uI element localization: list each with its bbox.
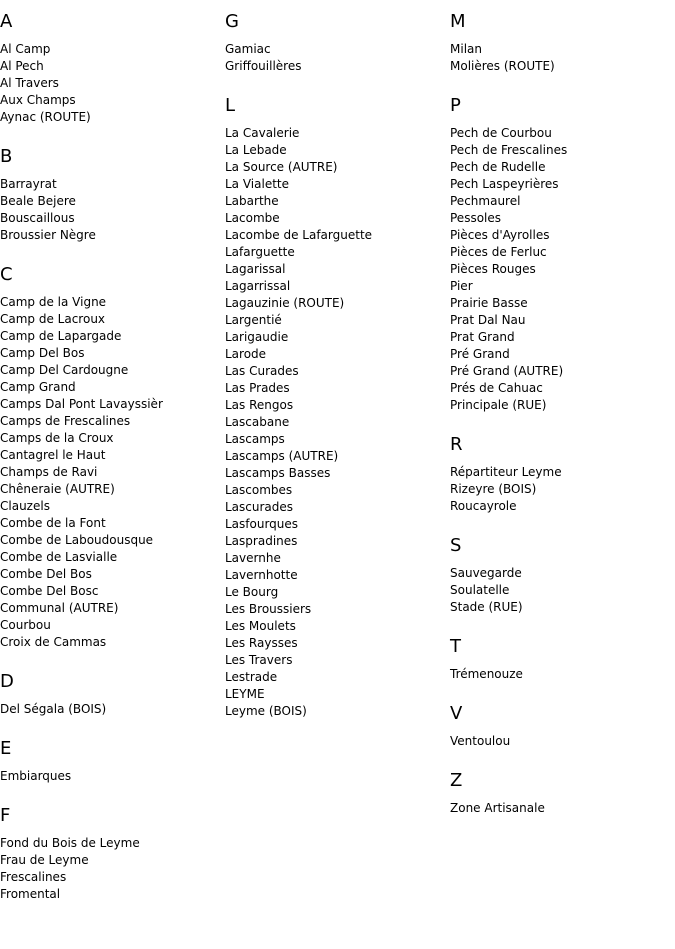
street-list [450,125,672,414]
street-list [0,41,222,126]
street-link[interactable]: Prairie Basse [450,296,528,310]
street-link[interactable]: Camp Del Cardougne [0,363,129,377]
street-list [450,41,672,75]
street-link[interactable]: Zone Artisanale [450,801,545,815]
street-link[interactable]: Frescalines [0,870,67,884]
street-link[interactable]: Barrayrat [0,177,57,191]
street-link[interactable]: Labarthe [225,194,279,208]
section-letter-heading: G [225,11,239,32]
street-link[interactable]: Laspradines [225,534,298,548]
street-link[interactable]: Aynac (ROUTE) [0,110,91,124]
letter-section [0,146,222,244]
letter-section [0,264,222,651]
street-link[interactable]: Lascamps (AUTRE) [225,449,339,463]
street-link[interactable]: Le Bourg [225,585,279,599]
section-letter-heading: S [450,535,462,556]
street-link[interactable]: Lascamps Basses [225,466,331,480]
street-link[interactable]: Larigaudie [225,330,289,344]
street-link[interactable]: Prés de Cahuac [450,381,543,395]
street-link[interactable]: Combe de Laboudousque [0,533,154,547]
street-link[interactable]: Gamiac [225,42,271,56]
street-link[interactable]: Milan [450,42,482,56]
street-link[interactable]: Combe Del Bosc [0,584,99,598]
street-link[interactable]: Pech Laspeyrières [450,177,559,191]
index-column-3 [450,11,672,837]
street-list [450,666,672,683]
street-link[interactable]: Camps de la Croux [0,431,114,445]
street-link[interactable]: Lagarrissal [225,279,291,293]
street-link[interactable]: Al Camp [0,42,51,56]
street-link[interactable]: Trémenouze [450,667,523,681]
street-link[interactable]: Camp Grand [0,380,76,394]
street-list [225,125,447,720]
street-link[interactable]: Pier [450,279,473,293]
street-link[interactable]: Molières (ROUTE) [450,59,555,73]
street-link[interactable]: Répartiteur Leyme [450,465,562,479]
street-link[interactable]: Al Pech [0,59,44,73]
street-list [450,733,672,750]
street-link[interactable]: Lascombes [225,483,293,497]
index-column-1 [0,11,222,923]
street-link[interactable]: Prat Dal Nau [450,313,526,327]
street-link[interactable]: Lavernhe [225,551,281,565]
street-link[interactable]: Les Moulets [225,619,296,633]
street-list [450,464,672,515]
street-list [0,701,222,718]
letter-section [450,703,672,750]
street-link[interactable]: Combe Del Bos [0,567,92,581]
section-letter-heading: R [450,434,463,455]
street-link[interactable]: Croix de Cammas [0,635,107,649]
street-link[interactable]: Pièces d'Ayrolles [450,228,550,242]
section-letter-heading: Z [450,770,463,791]
street-link[interactable]: Champs de Ravi [0,465,98,479]
street-link[interactable]: Pré Grand [450,347,510,361]
section-letter-heading: P [450,95,461,116]
street-link[interactable]: Camp Del Bos [0,346,85,360]
section-letter-heading: C [0,264,13,285]
street-link[interactable]: La Lebade [225,143,287,157]
street-link[interactable]: Lagarissal [225,262,286,276]
street-link[interactable]: Camps de Frescalines [0,414,131,428]
letter-section [450,434,672,515]
street-link[interactable]: Ventoulou [450,734,511,748]
street-link[interactable]: Bouscaillous [0,211,75,225]
street-link[interactable]: Lavernhotte [225,568,298,582]
street-link[interactable]: Courbou [0,618,51,632]
street-link[interactable]: Lasfourques [225,517,299,531]
section-letter-heading: M [450,11,466,32]
street-link[interactable]: Beale Bejere [0,194,76,208]
street-link[interactable]: Pech de Courbou [450,126,552,140]
section-letter-heading: L [225,95,236,116]
street-list [450,565,672,616]
street-list [0,768,222,785]
street-link[interactable]: Chêneraie (AUTRE) [0,482,115,496]
street-link[interactable]: Pièces de Ferluc [450,245,547,259]
street-link[interactable]: Lascurades [225,500,294,514]
letter-section [225,95,447,720]
street-link[interactable]: Clauzels [0,499,50,513]
letter-section [450,636,672,683]
section-letter-heading: B [0,146,13,167]
street-list [225,41,447,75]
street-link[interactable]: Las Curades [225,364,299,378]
street-link[interactable]: Camp de Lacroux [0,312,106,326]
street-link[interactable]: Pechmaurel [450,194,521,208]
street-link[interactable]: Pech de Rudelle [450,160,546,174]
street-link[interactable]: Fromental [0,887,61,901]
letter-section [0,805,222,903]
street-link[interactable]: Combe de la Font [0,516,106,530]
letter-section [0,11,222,126]
street-link[interactable]: Les Broussiers [225,602,312,616]
letter-section [450,11,672,75]
street-link[interactable]: Lascamps [225,432,285,446]
letter-section [225,11,447,75]
section-letter-heading: D [0,671,14,692]
street-link[interactable]: Pièces Rouges [450,262,536,276]
street-link[interactable]: Aux Champs [0,93,76,107]
street-link[interactable]: Lafarguette [225,245,295,259]
street-link[interactable]: Sauvegarde [450,566,522,580]
letter-section [450,535,672,616]
street-link[interactable]: Las Rengos [225,398,294,412]
street-link[interactable]: Larode [225,347,267,361]
street-list [0,835,222,903]
street-list [0,176,222,244]
letter-section [450,95,672,414]
street-link[interactable]: La Source (AUTRE) [225,160,338,174]
street-link[interactable]: Del Ségala (BOIS) [0,702,107,716]
street-link[interactable]: Al Travers [0,76,59,90]
index-column-2 [225,11,447,740]
section-letter-heading: F [0,805,11,826]
section-letter-heading: V [450,703,463,724]
letter-section [0,671,222,718]
street-link[interactable]: Camps Dal Pont Lavayssièr [0,397,163,411]
street-list [0,294,222,651]
street-link[interactable]: Lagauzinie (ROUTE) [225,296,345,310]
street-link[interactable]: Lascabane [225,415,290,429]
street-link[interactable]: Largentié [225,313,282,327]
street-link[interactable]: Pré Grand (AUTRE) [450,364,564,378]
street-link[interactable]: Embiarques [0,769,72,783]
street-link[interactable]: Pech de Frescalines [450,143,568,157]
street-link[interactable]: Roucayrole [450,499,517,513]
street-link[interactable]: Broussier Nègre [0,228,96,242]
street-link[interactable]: Prat Grand [450,330,515,344]
street-link[interactable]: Frau de Leyme [0,853,89,867]
street-list [450,800,672,817]
street-link[interactable]: Soulatelle [450,583,510,597]
street-link[interactable]: Camp de Lapargade [0,329,122,343]
section-letter-heading: T [450,636,461,657]
street-link[interactable]: Camp de la Vigne [0,295,107,309]
street-link[interactable]: Cantagrel le Haut [0,448,106,462]
letter-section [0,738,222,785]
street-link[interactable]: LEYME [225,687,265,701]
section-letter-heading: E [0,738,12,759]
street-link[interactable]: Principale (RUE) [450,398,547,412]
street-link[interactable]: Stade (RUE) [450,600,523,614]
street-link[interactable]: Lacombe [225,211,280,225]
street-link[interactable]: La Cavalerie [225,126,300,140]
street-link[interactable]: Fond du Bois de Leyme [0,836,140,850]
street-link[interactable]: Griffouillères [225,59,302,73]
street-link[interactable]: Combe de Lasvialle [0,550,118,564]
street-link[interactable]: Las Prades [225,381,290,395]
section-letter-heading: A [0,11,13,32]
street-link[interactable]: Communal (AUTRE) [0,601,119,615]
street-link[interactable]: Les Travers [225,653,293,667]
street-link[interactable]: Lacombe de Lafarguette [225,228,373,242]
letter-section [450,770,672,817]
street-link[interactable]: Lestrade [225,670,278,684]
street-link[interactable]: Pessoles [450,211,502,225]
street-link[interactable]: La Vialette [225,177,289,191]
street-link[interactable]: Leyme (BOIS) [225,704,307,718]
street-link[interactable]: Les Raysses [225,636,298,650]
street-link[interactable]: Rizeyre (BOIS) [450,482,537,496]
